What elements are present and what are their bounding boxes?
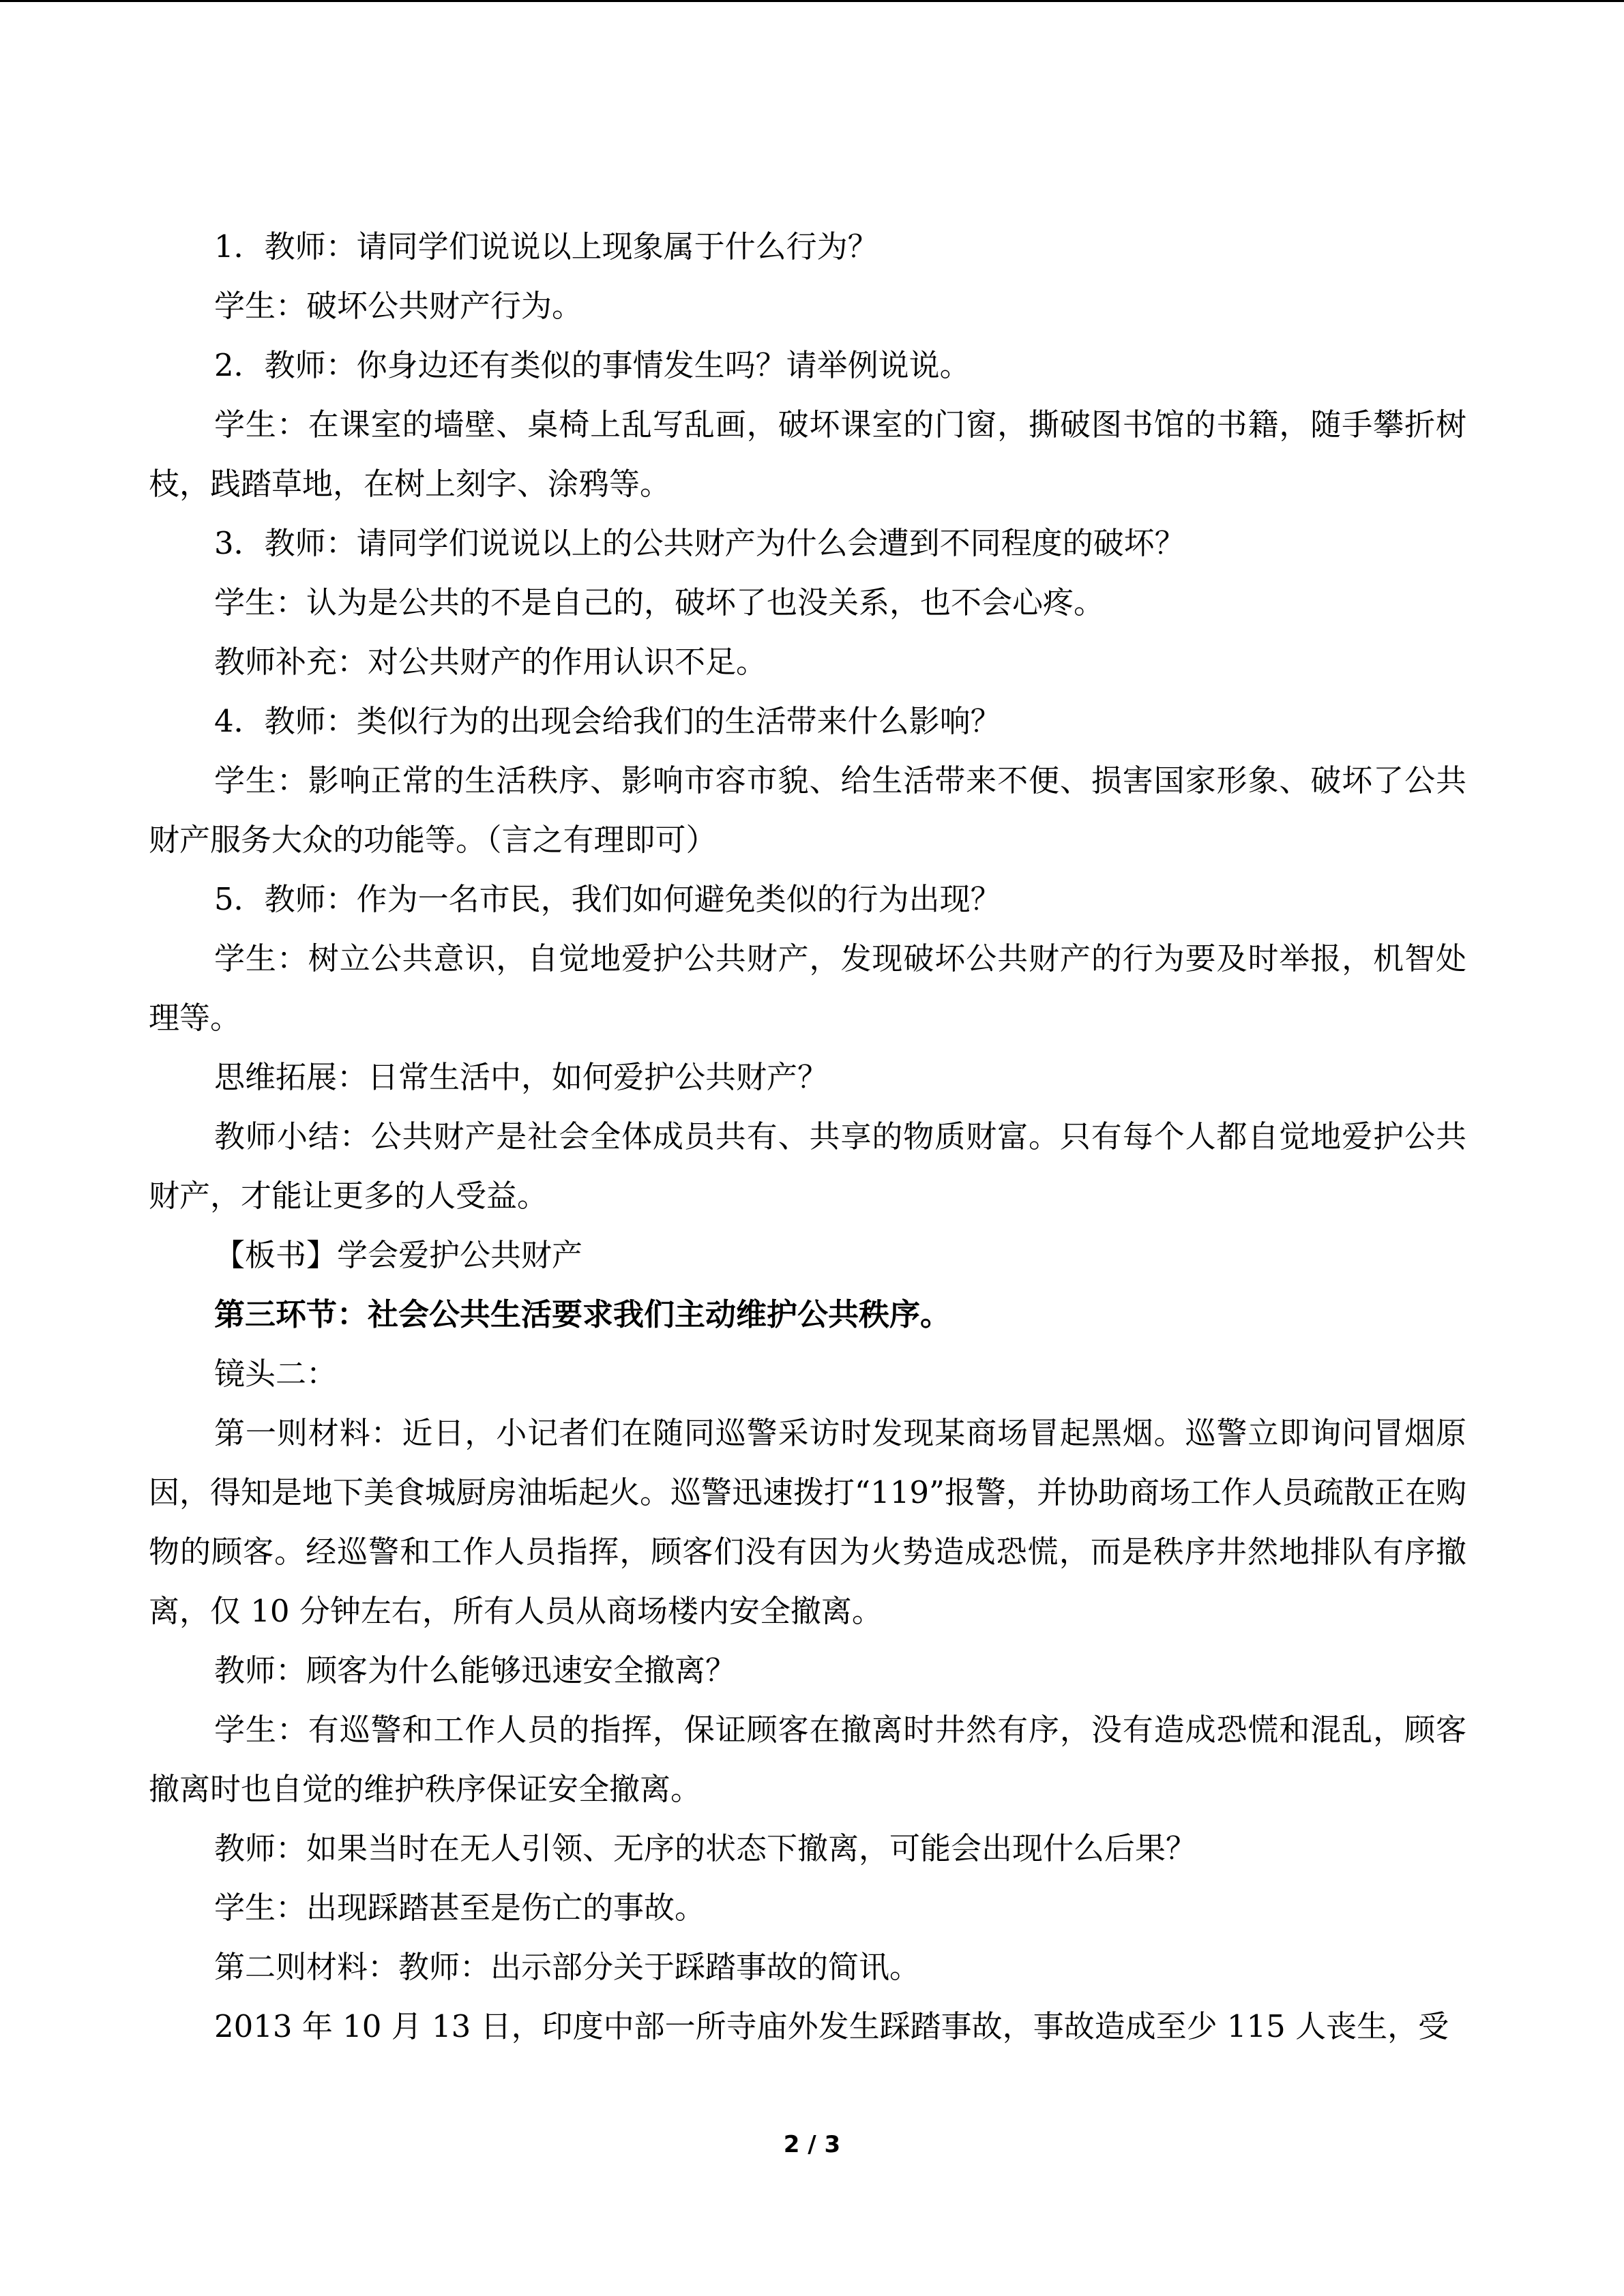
paragraph: 学生：认为是公共的不是自己的，破坏了也没关系，也不会心疼。 xyxy=(214,584,1105,621)
paragraph: 学生：影响正常的生活秩序、影响市容市貌、给生活带来不便、损害国家形象、破坏了公共财产服务大众的功能等。（言之有理即可） xyxy=(149,762,1466,858)
paragraph: 镜头二： xyxy=(214,1356,338,1392)
paragraph: 1．教师：请同学们说说以上现象属于什么行为？ xyxy=(214,228,879,265)
paragraph: 教师补充：对公共财产的作用认识不足。 xyxy=(214,644,767,680)
paragraph: 第一则材料：近日，小记者们在随同巡警采访时发现某商场冒起黑烟。巡警立即询问冒烟原因，得知是地下美食城厨房油垢起火。巡警迅速拨打“119”报警，并协助商场工作人员疏散正在购物的顾客。经巡警和工作人员指挥，顾客们没有因为火势造成恐慌，而是秩序井然地排队有序撤离，仅 10 分钟左右，所有人员从商场楼内安全撤离。 xyxy=(149,1415,1466,1629)
page-number: 2 / 3 xyxy=(783,2131,841,2158)
document-body xyxy=(149,217,1466,2056)
section-heading: 第三环节：社会公共生活要求我们主动维护公共秩序。 xyxy=(214,1296,951,1332)
paragraph: 学生：出现踩踏甚至是伤亡的事故。 xyxy=(214,1890,706,1926)
paragraph: 学生：破坏公共财产行为。 xyxy=(214,288,583,324)
paragraph: 学生：有巡警和工作人员的指挥，保证顾客在撤离时井然有序，没有造成恐慌和混乱，顾客撤离时也自觉的维护秩序保证安全撤离。 xyxy=(149,1712,1466,1807)
paragraph: 教师：顾客为什么能够迅速安全撤离？ xyxy=(214,1652,737,1688)
paragraph: 第二则材料：教师：出示部分关于踩踏事故的简讯。 xyxy=(214,1949,921,1985)
paragraph: 2．教师：你身边还有类似的事情发生吗？请举例说说。 xyxy=(214,347,971,383)
paragraph: 4．教师：类似行为的出现会给我们的生活带来什么影响？ xyxy=(214,703,1001,739)
paragraph: 学生：树立公共意识，自觉地爱护公共财产，发现破坏公共财产的行为要及时举报，机智处理等。 xyxy=(149,940,1466,1036)
paragraph: 教师小结：公共财产是社会全体成员共有、共享的物质财富。只有每个人都自觉地爱护公共财产，才能让更多的人受益。 xyxy=(149,1118,1466,1214)
paragraph: 【板书】学会爱护公共财产 xyxy=(214,1237,583,1273)
top-border-line xyxy=(0,0,1624,2)
paragraph: 3．教师：请同学们说说以上的公共财产为什么会遭到不同程度的破坏？ xyxy=(214,525,1185,561)
paragraph: 教师：如果当时在无人引领、无序的状态下撤离，可能会出现什么后果？ xyxy=(214,1830,1197,1866)
paragraph: 思维拓展：日常生活中，如何爱护公共财产？ xyxy=(214,1059,829,1095)
paragraph: 5．教师：作为一名市民，我们如何避免类似的行为出现？ xyxy=(214,881,1001,917)
paragraph: 学生：在课室的墙壁、桌椅上乱写乱画，破坏课室的门窗，撕破图书馆的书籍，随手攀折树枝，践踏草地，在树上刻字、涂鸦等。 xyxy=(149,406,1466,502)
paragraph: 2013 年 10 月 13 日，印度中部一所寺庙外发生踩踏事故，事故造成至少 115 人丧生，受 xyxy=(214,2008,1449,2044)
